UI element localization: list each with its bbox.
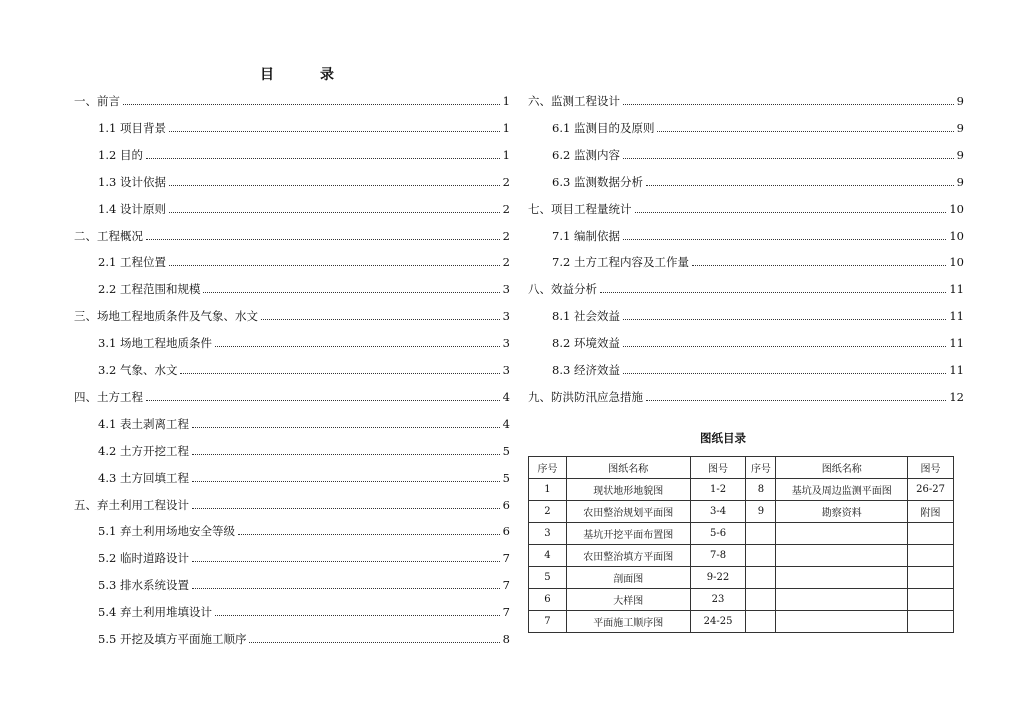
toc-entry-page: 6 xyxy=(502,497,510,512)
drawing-table-cell: 24-25 xyxy=(690,611,746,633)
drawing-table-cell xyxy=(746,589,776,611)
toc-entry[interactable] xyxy=(98,336,510,350)
toc-entry-label: 8.3 经济效益 xyxy=(552,363,620,377)
toc-leader-dots xyxy=(192,453,500,455)
drawing-table-cell: 6 xyxy=(529,589,567,611)
toc-entry[interactable] xyxy=(552,148,964,162)
toc-entry-page: 7 xyxy=(502,605,510,620)
toc-entry-label: 5.3 排水系统设置 xyxy=(98,578,189,593)
toc-entry[interactable] xyxy=(98,578,510,592)
drawing-table-cell: 5-6 xyxy=(690,523,746,545)
toc-entry[interactable] xyxy=(98,524,510,538)
toc-leader-dots xyxy=(623,238,946,240)
toc-leader-dots xyxy=(192,560,500,562)
drawing-table-cell: 7 xyxy=(529,611,567,633)
toc-entry-page: 11 xyxy=(949,363,964,377)
toc-entry-label: 一、前言 xyxy=(74,94,120,108)
toc-entry-page: 3 xyxy=(502,363,510,377)
toc-entry[interactable] xyxy=(98,363,510,377)
drawing-table-cell xyxy=(908,611,954,633)
toc-entry-label: 4.1 表土剥离工程 xyxy=(98,416,189,431)
toc-entry-page: 4 xyxy=(502,416,510,431)
toc-entry-label: 8.2 环境效益 xyxy=(552,336,620,351)
toc-entry-label: 5.4 弃土利用堆填设计 xyxy=(98,605,212,620)
toc-entry-label: 4.2 土方开挖工程 xyxy=(98,443,189,458)
toc-entry-page: 1 xyxy=(502,120,510,135)
table-row xyxy=(529,567,954,589)
toc-entry[interactable] xyxy=(98,605,510,619)
toc-entry-page: 4 xyxy=(502,389,510,404)
toc-entry-label: 七、项目工程量统计 xyxy=(528,201,632,216)
toc-entry[interactable] xyxy=(98,255,510,269)
drawing-table-cell: 23 xyxy=(690,589,746,611)
drawing-table-header-cell: 图号 xyxy=(908,457,954,479)
drawing-table-cell: 基坑开挖平面布置图 xyxy=(566,523,690,545)
drawing-table-cell: 7-8 xyxy=(690,545,746,567)
drawing-table-cell: 农田整治填方平面图 xyxy=(566,545,690,567)
toc-entry[interactable] xyxy=(552,121,964,135)
toc-entry-label: 六、监测工程设计 xyxy=(528,94,620,108)
toc-entry[interactable] xyxy=(528,390,964,404)
toc-entry-label: 1.2 目的 xyxy=(98,147,143,162)
toc-entry[interactable] xyxy=(552,309,964,323)
drawing-table-cell: 1 xyxy=(529,479,567,501)
drawing-table-cell: 4 xyxy=(529,545,567,567)
toc-entry-label: 1.3 设计依据 xyxy=(98,174,166,189)
toc-leader-dots xyxy=(215,345,500,347)
table-row xyxy=(529,589,954,611)
toc-leader-dots xyxy=(146,238,500,240)
toc-leader-dots xyxy=(169,264,500,266)
toc-entry[interactable] xyxy=(98,121,510,135)
drawing-table-cell: 平面施工顺序图 xyxy=(566,611,690,633)
toc-leader-dots xyxy=(657,130,953,132)
toc-entry-page: 2 xyxy=(502,228,510,243)
toc-entry-page: 8 xyxy=(502,632,510,646)
toc-entry-label: 三、场地工程地质条件及气象、水文 xyxy=(74,309,258,324)
toc-leader-dots xyxy=(192,507,500,509)
toc-entry-label: 四、土方工程 xyxy=(74,389,143,404)
drawing-table-cell: 大样图 xyxy=(566,589,690,611)
toc-entry[interactable] xyxy=(552,175,964,189)
toc-entry-label: 7.1 编制依据 xyxy=(552,228,620,243)
toc-entry-label: 5.5 开挖及填方平面施工顺序 xyxy=(98,632,247,646)
drawing-table-cell xyxy=(776,567,908,589)
toc-entry-label: 7.2 土方工程内容及工作量 xyxy=(552,255,689,270)
toc-entry-page: 1 xyxy=(502,147,510,162)
toc-entry[interactable] xyxy=(552,363,964,377)
toc-leader-dots xyxy=(192,587,500,589)
drawing-table-cell: 2 xyxy=(529,501,567,523)
toc-entry[interactable] xyxy=(98,202,510,216)
drawing-table-cell: 附图 xyxy=(908,501,954,523)
toc-entry[interactable] xyxy=(98,175,510,189)
toc-leader-dots xyxy=(261,318,500,320)
toc-entry[interactable] xyxy=(74,94,510,108)
toc-entry-page: 5 xyxy=(502,443,510,458)
drawing-table-cell: 5 xyxy=(529,567,567,589)
toc-title xyxy=(260,64,334,84)
toc-leader-dots xyxy=(192,426,500,428)
toc-entry-label: 1.4 设计原则 xyxy=(98,201,166,216)
toc-entry-page: 9 xyxy=(956,94,964,108)
toc-leader-dots xyxy=(623,372,946,374)
toc-leader-dots xyxy=(623,103,954,105)
toc-entry-label: 4.3 土方回填工程 xyxy=(98,470,189,485)
toc-entry-page: 12 xyxy=(949,389,964,404)
toc-leader-dots xyxy=(646,399,946,401)
toc-entry-page: 9 xyxy=(956,120,964,135)
toc-entry-page: 2 xyxy=(502,201,510,216)
toc-leader-dots xyxy=(635,211,947,213)
toc-entry-page: 3 xyxy=(502,336,510,351)
toc-entry-page: 9 xyxy=(956,174,964,189)
toc-entry-page: 10 xyxy=(949,255,964,270)
toc-entry[interactable] xyxy=(552,336,964,350)
table-row xyxy=(529,545,954,567)
drawing-table-cell: 26-27 xyxy=(908,479,954,501)
toc-entry-label: 6.3 监测数据分析 xyxy=(552,174,643,189)
toc-entry-label: 5.1 弃土利用场地安全等级 xyxy=(98,524,235,539)
drawing-table-cell xyxy=(908,589,954,611)
drawing-table-cell: 1-2 xyxy=(690,479,746,501)
toc-entry-page: 11 xyxy=(949,309,964,324)
toc-entry-page: 10 xyxy=(949,201,964,216)
toc-entry[interactable] xyxy=(98,632,510,646)
toc-entry-label: 九、防洪防汛应急措施 xyxy=(528,389,643,404)
drawing-table-cell xyxy=(746,567,776,589)
toc-entry-page: 2 xyxy=(502,174,510,189)
drawing-table-cell: 3 xyxy=(529,523,567,545)
toc-entry-label: 5.2 临时道路设计 xyxy=(98,551,189,566)
drawing-table-cell xyxy=(908,523,954,545)
drawing-table-cell: 基坑及周边监测平面图 xyxy=(776,479,908,501)
toc-entry[interactable] xyxy=(74,390,510,404)
drawing-table-cell xyxy=(776,611,908,633)
toc-leader-dots xyxy=(600,291,946,293)
drawing-table-cell: 9-22 xyxy=(690,567,746,589)
toc-entry-label: 二、工程概况 xyxy=(74,228,143,243)
toc-entry-label: 2.2 工程范围和规模 xyxy=(98,282,201,297)
drawing-table-cell xyxy=(776,523,908,545)
toc-entry-label: 五、弃土利用工程设计 xyxy=(74,497,189,512)
toc-entry-label: 8.1 社会效益 xyxy=(552,309,620,324)
toc-entry-label: 6.1 监测目的及原则 xyxy=(552,120,655,135)
toc-entry[interactable] xyxy=(528,282,964,296)
toc-entry[interactable] xyxy=(74,498,510,512)
toc-leader-dots xyxy=(215,614,500,616)
toc-entry-page: 11 xyxy=(949,336,964,351)
toc-leader-dots xyxy=(623,345,946,347)
table-row xyxy=(529,479,954,501)
toc-leader-dots xyxy=(623,318,946,320)
toc-entry-label: 1.1 项目背景 xyxy=(98,120,166,135)
toc-leader-dots xyxy=(192,480,500,482)
toc-entry-page: 7 xyxy=(502,551,510,566)
toc-entry-page: 11 xyxy=(949,282,964,297)
toc-leader-dots xyxy=(123,103,500,105)
toc-entry-label: 3.2 气象、水文 xyxy=(98,363,178,377)
toc-leader-dots xyxy=(692,264,946,266)
toc-entry-page: 5 xyxy=(502,470,510,485)
drawing-table-header xyxy=(529,457,954,479)
table-row xyxy=(529,611,954,633)
toc-entry-label: 3.1 场地工程地质条件 xyxy=(98,336,212,351)
toc-title-left: 目 xyxy=(260,67,274,83)
toc-leader-dots xyxy=(203,291,499,293)
toc-entry[interactable] xyxy=(528,202,964,216)
drawing-table-cell xyxy=(746,523,776,545)
toc-entry-page: 10 xyxy=(949,228,964,243)
drawing-table-cell xyxy=(746,611,776,633)
drawing-table-cell xyxy=(908,567,954,589)
toc-leader-dots xyxy=(169,184,500,186)
toc-entry[interactable] xyxy=(98,282,510,296)
drawing-table-header-cell: 图纸名称 xyxy=(566,457,690,479)
drawing-table-cell: 勘察资料 xyxy=(776,501,908,523)
toc-entry-label: 2.1 工程位置 xyxy=(98,255,166,270)
drawing-list-table xyxy=(528,456,954,633)
drawing-table-cell xyxy=(776,589,908,611)
drawing-table-cell: 8 xyxy=(746,479,776,501)
toc-entry[interactable] xyxy=(98,148,510,162)
toc-entry-page: 3 xyxy=(502,309,510,324)
toc-entry-label: 八、效益分析 xyxy=(528,282,597,297)
toc-leader-dots xyxy=(623,157,954,159)
toc-entry-page: 3 xyxy=(502,282,510,297)
toc-entry[interactable] xyxy=(552,255,964,269)
toc-entry-page: 1 xyxy=(502,94,510,108)
drawing-list-title: 图纸目录 xyxy=(700,431,746,445)
toc-leader-dots xyxy=(249,641,499,643)
toc-entry[interactable] xyxy=(98,417,510,431)
drawing-table-cell: 剖面图 xyxy=(566,567,690,589)
toc-entry[interactable] xyxy=(74,309,510,323)
toc-title-right: 录 xyxy=(320,67,334,83)
toc-entry-page: 2 xyxy=(502,255,510,270)
toc-entry[interactable] xyxy=(98,444,510,458)
drawing-table-cell: 现状地形地貌图 xyxy=(566,479,690,501)
toc-leader-dots xyxy=(146,399,500,401)
drawing-table-cell xyxy=(908,545,954,567)
toc-entry[interactable] xyxy=(552,229,964,243)
drawing-table-cell: 3-4 xyxy=(690,501,746,523)
toc-entry[interactable] xyxy=(528,94,964,108)
table-row xyxy=(529,501,954,523)
toc-leader-dots xyxy=(169,130,500,132)
drawing-table-header-cell: 图纸名称 xyxy=(776,457,908,479)
toc-leader-dots xyxy=(146,157,500,159)
drawing-table-header-cell: 序号 xyxy=(746,457,776,479)
toc-entry-label: 6.2 监测内容 xyxy=(552,147,620,162)
toc-leader-dots xyxy=(169,211,500,213)
toc-entry-page: 6 xyxy=(502,524,510,539)
toc-entry-page: 7 xyxy=(502,578,510,593)
toc-entry[interactable] xyxy=(98,551,510,565)
toc-entry[interactable] xyxy=(74,229,510,243)
toc-leader-dots xyxy=(180,372,499,374)
toc-entry-page: 9 xyxy=(956,147,964,162)
drawing-table-cell: 农田整治规划平面图 xyxy=(566,501,690,523)
toc-leader-dots xyxy=(238,533,500,535)
drawing-table-header-cell: 图号 xyxy=(690,457,746,479)
drawing-table-cell: 9 xyxy=(746,501,776,523)
toc-leader-dots xyxy=(646,184,954,186)
drawing-table-cell xyxy=(776,545,908,567)
drawing-table-cell xyxy=(746,545,776,567)
table-row xyxy=(529,523,954,545)
toc-entry[interactable] xyxy=(98,471,510,485)
drawing-table-header-cell: 序号 xyxy=(529,457,567,479)
